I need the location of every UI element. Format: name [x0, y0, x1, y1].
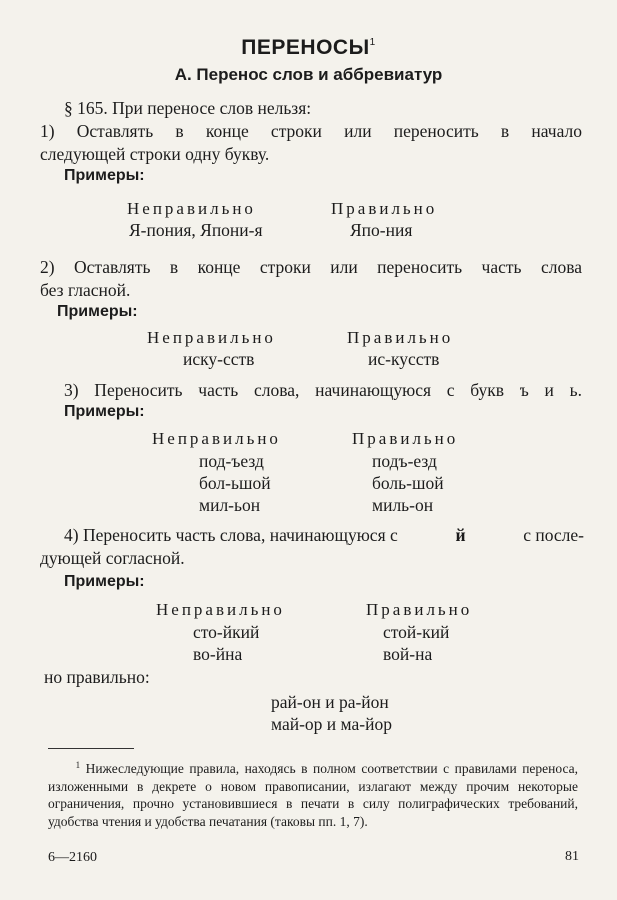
rule-1-wrong-example: Я-пония, Япони-я	[129, 220, 263, 240]
footnote-divider	[48, 748, 134, 749]
rule-1-col-wrong: Неправильно	[127, 199, 256, 218]
rule-2-right-example: ис-кусств	[368, 349, 440, 369]
page-title	[0, 36, 617, 60]
rule-3-examples-label: Примеры:	[64, 403, 145, 420]
rule-3-col-wrong: Неправильно	[152, 429, 281, 448]
rule-4-line-1-text: 4) Переносить часть слова, начинающуюся с	[64, 525, 398, 545]
page-number: 81	[565, 849, 579, 864]
rule-1-col-right: Правильно	[331, 199, 438, 218]
rule-4-right-example: вой-на	[383, 644, 433, 664]
rule-2-line-2: без гласной.	[40, 280, 131, 300]
rule-2-col-right: Правильно	[347, 328, 454, 347]
rule-4-wrong-example: во-йна	[193, 644, 243, 664]
rule-2-line-1: 2) Оставлять в конце строки или переносить часть слова	[40, 257, 582, 277]
section-subtitle: А. Перенос слов и аббревиатур	[174, 65, 443, 84]
rule-4-examples-label: Примеры:	[64, 573, 145, 590]
rule-4-correct-example: май-ор и ма-йор	[271, 714, 392, 734]
printer-signature: 6—2160	[48, 850, 97, 865]
rule-1-examples-label: Примеры:	[64, 167, 145, 184]
rule-3-wrong-example: под-ъезд	[199, 451, 264, 471]
rule-2-examples-label: Примеры:	[57, 303, 138, 320]
rule-3-right-example: миль-он	[372, 495, 434, 515]
rule-4-line-1-end: с после-	[523, 525, 584, 545]
rule-4-correct-example: рай-он и ра-йон	[271, 692, 389, 712]
rule-1-right-example: Япо-ния	[350, 220, 413, 240]
rule-4-but-label: но правильно:	[44, 667, 150, 687]
rule-4-line-2: дующей согласной.	[40, 548, 185, 568]
rule-3-right-example: боль-шой	[372, 473, 444, 493]
rule-3-line-1: 3) Переносить часть слова, начинающуюся с букв ъ и ь.	[64, 380, 582, 400]
rule-3-right-example: подъ-езд	[372, 451, 437, 471]
rule-3-wrong-example: мил-ьон	[199, 495, 261, 515]
rule-4-col-wrong: Неправильно	[156, 600, 285, 619]
footnote-ref: 1	[369, 37, 376, 48]
rule-3-wrong-example: бол-ьшой	[199, 473, 271, 493]
rule-4-col-right: Правильно	[366, 600, 473, 619]
rule-2-wrong-example: иску-сств	[183, 349, 255, 369]
rule-4-wrong-example: сто-йкий	[193, 622, 260, 642]
footnote-mark: 1	[75, 760, 81, 770]
rule-1-line-2: следующей строки одну букву.	[40, 144, 270, 164]
rule-3-col-right: Правильно	[352, 429, 459, 448]
rule-4-line-1	[64, 525, 584, 546]
paragraph-intro: § 165. При переносе слов нельзя:	[64, 98, 312, 118]
title-text: ПЕРЕНОСЫ	[241, 36, 370, 59]
footnote	[48, 757, 578, 830]
footnote-text: Нижеследующие правила, находясь в полном соответствии с правилами переноса, изложенными в декрете о новом правописании, излагают между прочим некоторые ограничения, прочно установившиеся в печати в силу полиграфических требований, удобства чтения и удобства печатания (таковы пп. 1, 7).	[48, 761, 578, 829]
rule-4-right-example: стой-кий	[383, 622, 450, 642]
rule-1-line-1: 1) Оставлять в конце строки или переносить в начало	[40, 121, 582, 141]
rule-2-col-wrong: Неправильно	[147, 328, 276, 347]
rule-4-letter: й	[455, 525, 466, 545]
